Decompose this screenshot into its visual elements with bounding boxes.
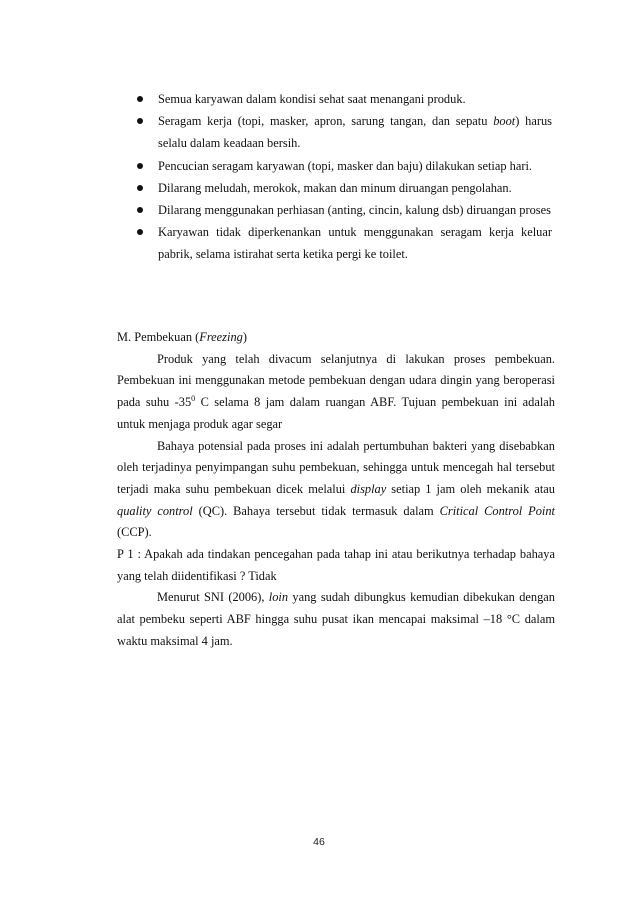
bullet-icon: [137, 163, 143, 169]
bullet-icon: [137, 118, 143, 124]
list-item: Karyawan tidak diperkenankan untuk menggunakan seragam kerja keluar pabrik, selama istirahat serta ketika pergi ke toilet.: [136, 221, 552, 265]
list-item: Dilarang meludah, merokok, makan dan minum diruangan pengolahan.: [136, 177, 552, 199]
bullet-icon: [137, 185, 143, 191]
paragraph-hazard: Bahaya potensial pada proses ini adalah pertumbuhan bakteri yang disebabkan oleh terjadinya penyimpangan suhu pembekuan, sehingga untuk mencegah hal tersebut terjadi maka suhu pembekuan dicek melalui display setiap 1 jam oleh mekanik atau quality control (QC). Bahaya tersebut tidak termasuk dalam Critical Control Point (CCP).: [117, 438, 556, 540]
list-item: Pencucian seragam karyawan (topi, masker dan baju) dilakukan setiap hari.: [136, 155, 552, 177]
paragraph-question-p1: P 1 : Apakah ada tindakan pencegahan pada tahap ini atau berikutnya terhadap bahaya yang telah diidentifikasi ? Tidak: [117, 547, 555, 583]
bullet-icon: [137, 207, 143, 213]
bullet-icon: [137, 96, 143, 102]
hygiene-rules-list: [136, 88, 552, 266]
bullet-icon: [137, 229, 143, 235]
page-number: 46: [313, 836, 325, 848]
list-item: Dilarang menggunakan perhiasan (anting, cincin, kalung dsb) diruangan proses: [136, 199, 552, 221]
section-heading: M. Pembekuan (Freezing): [117, 330, 247, 344]
paragraph-freezing-process: Produk yang telah divacum selanjutnya di lakukan proses pembekuan. Pembekuan ini menggunakan metode pembekuan dengan udara dingin yang beroperasi pada suhu $-35^0$ C selama 8 jam dalam ruangan ABF. Tujuan pembekuan ini adalah untuk menjaga produk agar segar: [117, 351, 555, 431]
section-freezing: [117, 327, 555, 653]
list-item: Seragam kerja (topi, masker, apron, sarung tangan, dan sepatu boot) harus selalu dalam keadaan bersih.: [136, 110, 552, 154]
list-item: Semua karyawan dalam kondisi sehat saat menangani produk.: [136, 88, 552, 110]
paragraph-sni-standard: Menurut SNI (2006), loin yang sudah dibungkus kemudian dibekukan dengan alat pembeku seperti ABF hingga suhu pusat ikan mencapai maksimal –18 °C dalam waktu maksimal 4 jam.: [117, 590, 556, 648]
